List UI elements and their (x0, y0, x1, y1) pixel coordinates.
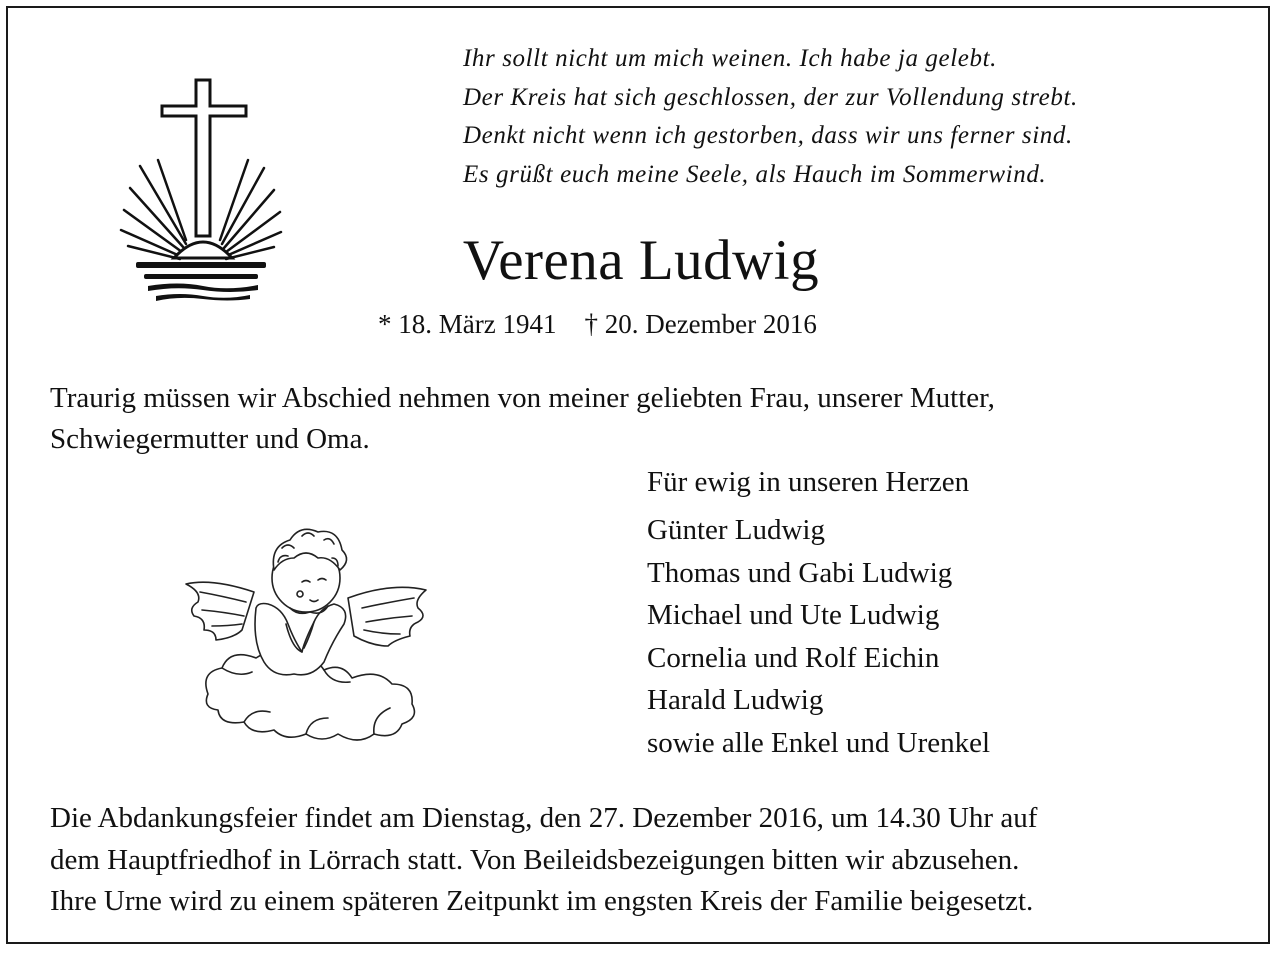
poem-line: Ihr sollt nicht um mich weinen. Ich habe ja gelebt. (463, 45, 997, 72)
family-motto: Für ewig in unseren Herzen (647, 466, 970, 498)
intro-text (50, 378, 1240, 460)
family-member: Michael und Ute Ludwig (647, 599, 940, 631)
poem-line: Denkt nicht wenn ich gestorben, dass wir uns ferner sind. (463, 122, 1073, 149)
family-member: Cornelia und Rolf Eichin (647, 641, 940, 674)
family-member: Thomas und Gabi Ludwig (647, 556, 953, 589)
funeral-line: Die Abdankungsfeier findet am Dienstag, den 27. Dezember 2016, um 14.30 Uhr auf (50, 802, 1038, 834)
life-dates (378, 306, 817, 342)
deceased-name: Verena Ludwig (462, 229, 820, 292)
family-member: sowie alle Enkel und Urenkel (647, 726, 991, 759)
poem-line: Es grüßt euch meine Seele, als Hauch im Sommerwind. (463, 160, 1047, 188)
funeral-line: Ihre Urne wird zu einem späteren Zeitpunkt im engsten Kreis der Familie beigesetzt. (50, 885, 1034, 917)
birth-date: * 18. März 1941 (378, 309, 557, 339)
funeral-line: dem Hauptfriedhof in Lörrach statt. Von Beileidsbezeigungen bitten wir abzusehen. (50, 843, 1020, 876)
intro-line: Schwiegermutter und Oma. (50, 423, 370, 455)
intro-line: Traurig müssen wir Abschied nehmen von meiner geliebten Frau, unserer Mutter, (50, 382, 995, 414)
cherub-angel-icon (182, 512, 432, 747)
poem-line: Der Kreis hat sich geschlossen, der zur Vollendung strebt. (463, 83, 1078, 111)
family-signatures (647, 462, 990, 764)
funeral-notice (50, 798, 1037, 923)
death-date: † 20. Dezember 2016 (584, 309, 817, 339)
family-member: Günter Ludwig (647, 514, 825, 546)
family-member: Harald Ludwig (647, 684, 824, 716)
memorial-poem (463, 40, 1078, 194)
